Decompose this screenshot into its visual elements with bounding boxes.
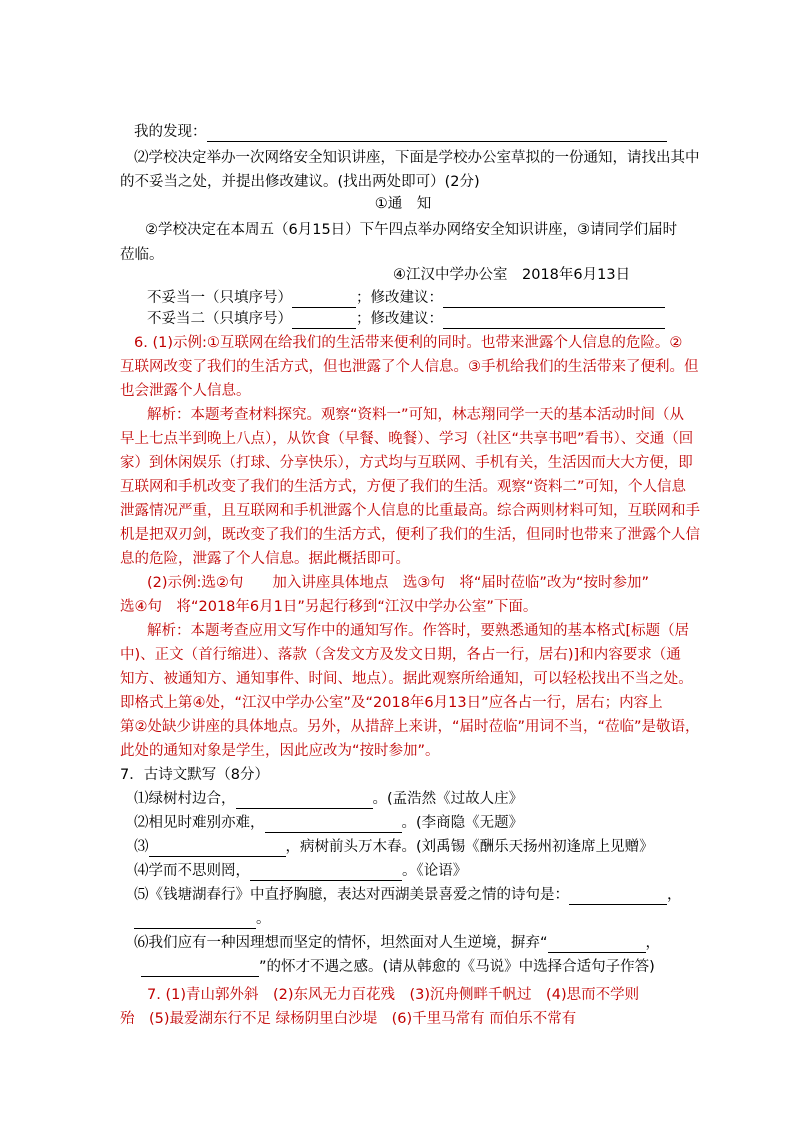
answer-6-line: 6. (1)示例:①互联网在给我们的生活带来便利的同时。也带来泄露个人信息的危险。② [134, 335, 683, 351]
issue-row-2 [147, 309, 665, 329]
issue-label: 不妥当二（只填序号） [147, 311, 292, 327]
notice-intro-cont: 的不妥当之处，并提出修改建议。(找出两处即可）(2分) [120, 174, 480, 190]
answer-7-line: 殆 (5)最爱湖东行不足 绿杨阴里白沙堤 (6)千里马常有 而伯乐不常有 [120, 1011, 577, 1027]
analysis-line: 家）到休闲娱乐（打球、分享快乐），方式均与互联网、手机有关，生活因而大大方便，即 [120, 455, 693, 471]
item-text: ⑷学而不思则罔， [134, 863, 250, 879]
punctuation: ， [645, 935, 661, 951]
notice-body: ②学校决定在本周五（6月15日）下午四点举办网络安全知识讲座，③请同学们届时 [145, 222, 678, 238]
analysis-line: 机是把双刃剑，既改变了我们的生活方式，便利了我们的生活，但同时也带来了泄露个人信 [120, 527, 700, 543]
blank-field[interactable] [207, 127, 667, 142]
notice-signature: ④江汉中学办公室 2018年6月13日 [393, 267, 631, 283]
notice-title: ①通 知 [374, 196, 432, 212]
blank-field[interactable] [548, 938, 646, 953]
item-number: ⑶ [134, 839, 149, 855]
item-text: ⑵相见时难别亦难， [134, 815, 265, 831]
notice-title-row [0, 194, 794, 214]
item-text: ⑹我们应有一种因理想而坚定的情怀，坦然面对人生逆境，摒弃“ [134, 935, 548, 951]
blank-field[interactable] [236, 794, 373, 809]
blank-field[interactable] [292, 314, 356, 329]
answer-6-line: 互联网改变了我们的生活方式，但也泄露了个人信息。③手机给我们的生活带来了便利。但 [120, 359, 699, 375]
punctuation: ， [667, 887, 682, 903]
answer-6-part2: (2)示例:选②句 加入讲座具体地点 选③句 将“届时莅临”改为“按时参加” [147, 575, 649, 591]
analysis-line: 知方、被通知方、通知事件、时间、地点）。据此观察所给通知，可以轻松找出不当之处。 [120, 671, 693, 687]
recitation-item-1 [134, 789, 523, 809]
notice-body-cont: 莅临。 [120, 247, 164, 263]
punctuation: 。 [256, 911, 271, 927]
recitation-item-4 [134, 861, 467, 881]
analysis-line: 即格式上第④处，“江汉中学办公室”及“2018年6月13日”应各占一行，居右；内容上 [120, 695, 663, 711]
analysis-line: 第②处缺少讲座的具体地点。另外，从措辞上来讲，“届时莅临”用词不当，“莅临”是敬语， [120, 719, 700, 735]
blank-field[interactable] [443, 293, 665, 308]
question-7-title: 7．古诗文默写（8分） [120, 767, 269, 783]
issue-row-1 [147, 288, 665, 308]
suggest-label: ；修改建议： [356, 311, 443, 327]
answer-7-line: 7. (1)青山郭外斜 (2)东风无力百花残 (3)沉舟侧畔千帆过 (4)思而不学则 [147, 987, 640, 1003]
item-source: 。(李商隐《无题》 [401, 815, 524, 831]
answer-6-line: 也会泄露个人信息。 [120, 383, 251, 399]
item-text: ⑸《钱塘湖春行》中直抒胸臆，表达对西湖美景喜爱之情的诗句是： [134, 887, 569, 903]
analysis-line: 解析：本题考查材料探究。观察“资料一”可知，林志翔同学一天的基本活动时间（从 [147, 407, 685, 423]
recitation-item-6-cont [141, 957, 655, 977]
blank-field[interactable] [134, 914, 256, 929]
issue-label: 不妥当一（只填序号） [147, 290, 292, 306]
item-source: 。《论语》 [402, 863, 468, 879]
blank-field[interactable] [250, 866, 402, 881]
item-source: 。(孟浩然《过故人庄》 [372, 791, 524, 807]
discovery-label: 我的发现： [134, 124, 207, 140]
recitation-item-3 [134, 837, 654, 857]
notice-intro: ⑵学校决定举办一次网络安全知识讲座，下面是学校办公室草拟的一份通知，请找出其中 [134, 150, 700, 166]
analysis-line: 此处的通知对象是学生，因此应改为“按时参加”。 [120, 743, 440, 759]
item-source: ，病树前头万木春。(刘禹锡《酬乐天扬州初逢席上见赠》 [285, 839, 654, 855]
blank-field[interactable] [443, 314, 665, 329]
blank-field[interactable] [292, 293, 356, 308]
blank-field[interactable] [569, 890, 667, 905]
blank-field[interactable] [265, 818, 402, 833]
discovery-line [134, 122, 667, 142]
analysis-line: 息的危险，泄露了个人信息。据此概括即可。 [120, 551, 410, 567]
recitation-item-5-cont [134, 909, 271, 929]
analysis-line: 解析：本题考查应用文写作中的通知写作。作答时，要熟悉通知的基本格式[标题（居 [147, 623, 690, 639]
suggest-label: ；修改建议： [356, 290, 443, 306]
item-source: ”的怀才不遇之感。(请从韩愈的《马说》中选择合适句子作答) [259, 959, 655, 975]
item-text: ⑴绿树村边合， [134, 791, 236, 807]
answer-6-part2: 选④句 将“2018年6月1日”另起行移到“江汉中学办公室”下面。 [120, 599, 538, 615]
recitation-item-6 [134, 933, 660, 953]
blank-field[interactable] [149, 842, 286, 857]
analysis-line: 互联网和手机改变了我们的生活方式，方便了我们的生活。观察“资料二”可知，个人信息 [120, 479, 687, 495]
analysis-line: 早上七点半到晚上八点），从饮食（早餐、晚餐）、学习（社区“共享书吧”看书）、交通（回 [120, 431, 694, 447]
blank-field[interactable] [141, 962, 259, 977]
recitation-item-2 [134, 813, 523, 833]
analysis-line: 中)、正文（首行缩进）、落款（含发文方及发文日期，各占一行，居右)]和内容要求（通 [120, 647, 681, 663]
recitation-item-5 [134, 885, 682, 905]
analysis-line: 泄露情况严重，且互联网和手机泄露个人信息的比重最高。综合两则材料可知，互联网和手 [120, 503, 700, 519]
